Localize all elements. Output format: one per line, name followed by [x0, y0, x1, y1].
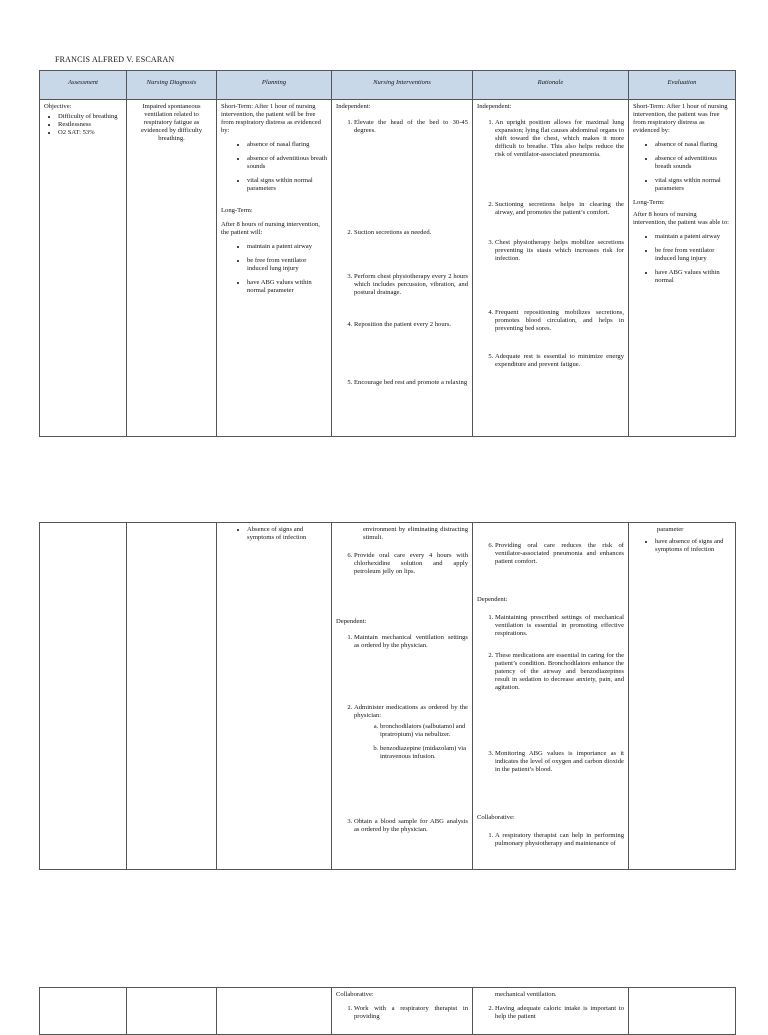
planning-long-term-list [221, 243, 327, 295]
author-name: FRANCIS ALFRED V. ESCARAN [55, 55, 175, 64]
diagnosis-text: Impaired spontaneous ventilation related to respiratory fatigue as evidenced by difficulty breathing. [140, 103, 203, 142]
planning-short-term-list [221, 141, 327, 193]
intervention-list [336, 818, 468, 834]
list-item: 3. Chest physiotherapy helps mobilize secretions preventing its stasis which increases risk for infection. [495, 239, 624, 263]
planning-long-term-label: Long-Term: [221, 207, 253, 214]
list-item: • be free from ventilator induced lung injury [655, 247, 731, 263]
list-item: 1. Maintain mechanical ventilation settings as ordered by the physician. [354, 634, 468, 650]
list-item: 6. Provide oral care every 4 hours with chlorhexidine solution and apply petroleum jelly on lips. [354, 552, 468, 576]
diagnosis-cell [127, 988, 217, 1035]
header-nursing-interventions: Nursing Interventions [332, 71, 473, 100]
diagnosis-cell [127, 100, 217, 437]
care-plan-table-page-3 [39, 987, 736, 1035]
header-nursing-diagnosis: Nursing Diagnosis [127, 71, 217, 100]
rationale-list [477, 239, 624, 263]
rationale-cell [473, 988, 629, 1035]
diagnosis-cell [127, 523, 217, 870]
list-item: 5. Encourage bed rest and promote a relaxing [354, 379, 468, 387]
header-assessment: Assessment [40, 71, 127, 100]
assessment-cell [40, 100, 127, 437]
list-item: 1. Maintaining prescribed settings of mechanical ventilation is essential in promoting effective respirations. [495, 614, 624, 638]
list-item: 3. Monitoring ABG values is importance as it indicates the level of oxygen and carbon dioxide in the patient’s blood. [495, 750, 624, 774]
list-item: a. bronchodilators (salbutamol and ipratropium) via nebulizer. [380, 723, 468, 739]
evaluation-long-term-label: Long-Term: [633, 199, 665, 206]
assessment-label: Objective: [44, 103, 72, 110]
evaluation-cell [629, 100, 736, 437]
list-item: • vital signs within normal parameters [247, 177, 327, 193]
table-row [40, 523, 736, 870]
evaluation-continuation: parameter [657, 526, 684, 533]
planning-list [221, 526, 327, 542]
interventions-collaborative-label: Collaborative: [336, 991, 374, 998]
assessment-list [44, 113, 122, 137]
list-item: • Restlessness [58, 121, 122, 129]
interventions-cell [332, 988, 473, 1035]
list-item: • absence of nasal flaring [655, 141, 731, 149]
list-item: • be free from ventilator induced lung injury [247, 257, 327, 273]
rationale-continuation: mechanical ventilation. [495, 991, 557, 998]
assessment-cell [40, 523, 127, 870]
evaluation-long-term-intro: After 8 hours of nursing intervention, the patient was able to: [633, 211, 729, 226]
rationale-list [477, 353, 624, 369]
interventions-cell [332, 523, 473, 870]
rationale-list [477, 309, 624, 333]
list-item: 3. Perform chest physiotherapy every 2 hours which includes percussion, vibration, and postural drainage. [354, 273, 468, 297]
list-item: • have ABG values within normal [655, 269, 731, 285]
list-item: • absence of adventitious breath sounds [655, 155, 731, 171]
list-item: • O2 SAT: 53% [58, 129, 122, 137]
planning-short-term-intro: Short-Term: After 1 hour of nursing intervention, the patient will be free from respiratory distress as evidenced by: [221, 103, 321, 134]
list-item: 1. A respiratory therapist can help in performing pulmonary physiotherapy and maintenance of [495, 832, 624, 848]
care-plan-table-page-2 [39, 522, 736, 870]
rationale-collaborative-label: Collaborative: [477, 814, 515, 821]
care-plan-table-page-1 [39, 70, 736, 437]
evaluation-cell [629, 523, 736, 870]
list-item [354, 704, 468, 761]
planning-cell [217, 988, 332, 1035]
rationale-dependent-label: Dependent: [477, 596, 508, 603]
rationale-list [477, 542, 624, 566]
intervention-list [336, 273, 468, 297]
intervention-list [336, 379, 468, 387]
intervention-list [336, 321, 468, 329]
intervention-list [336, 634, 468, 650]
rationale-list [477, 614, 624, 638]
table-header-row [40, 71, 736, 100]
planning-long-term-intro: After 8 hours of nursing intervention, the patient will: [221, 221, 320, 236]
list-item: 1. Work with a respiratory therapist in providing [354, 1005, 468, 1021]
rationale-list [477, 832, 624, 848]
evaluation-cell [629, 988, 736, 1035]
list-item: b. benzodiazepine (midazolam) via intravenous infusion. [380, 745, 468, 761]
interventions-independent-label: Independent: [336, 103, 371, 110]
intervention-list [336, 229, 468, 237]
list-item: • vital signs within normal parameters [655, 177, 731, 193]
interventions-dependent-label: Dependent: [336, 618, 367, 625]
rationale-list [477, 1005, 624, 1021]
rationale-cell [473, 100, 629, 437]
evaluation-short-term-intro: Short-Term: After 1 hour of nursing intervention, the patient was free from respiratory distress as evidenced by: [633, 103, 728, 134]
list-item: 2. Suction secretions as needed. [354, 229, 468, 237]
intervention-list [336, 1005, 468, 1021]
evaluation-list [633, 538, 731, 554]
header-planning: Planning [217, 71, 332, 100]
intervention-list [336, 552, 468, 576]
list-item: 2. Suctioning secretions helps in clearing the airway, and promotes the patient’s comfort. [495, 201, 624, 217]
table-row [40, 100, 736, 437]
list-item: • absence of adventitious breath sounds [247, 155, 327, 171]
list-item: • Difficulty of breathing [58, 113, 122, 121]
list-item: • maintain a patent airway [247, 243, 327, 251]
list-item: • Absence of signs and symptoms of infection [247, 526, 327, 542]
list-item: 5. Adequate rest is essential to minimize energy expenditure and prevent fatigue. [495, 353, 624, 369]
rationale-independent-label: Independent: [477, 103, 512, 110]
list-item: • absence of nasal flaring [247, 141, 327, 149]
medication-list [354, 723, 468, 761]
intervention-list [336, 704, 468, 767]
header-rationale: Rationale [473, 71, 629, 100]
rationale-list [477, 652, 624, 692]
intervention-continuation: environment by eliminating distracting stimuli. [363, 526, 468, 541]
interventions-cell [332, 100, 473, 437]
rationale-cell [473, 523, 629, 870]
list-item: 3. Obtain a blood sample for ABG analysis as ordered by the physician. [354, 818, 468, 834]
evaluation-long-term-list [633, 233, 731, 285]
table-row [40, 988, 736, 1035]
list-item: 2. Having adequate caloric intake is important to help the patient [495, 1005, 624, 1021]
planning-cell [217, 523, 332, 870]
planning-cell [217, 100, 332, 437]
list-item: 6. Providing oral care reduces the risk of ventilator-associated pneumonia and enhances patient comfort. [495, 542, 624, 566]
list-item: 4. Reposition the patient every 2 hours. [354, 321, 468, 329]
evaluation-short-term-list [633, 141, 731, 193]
list-item: • have ABG values within normal parameter [247, 279, 327, 295]
list-item: 1. Elevate the head of the bed to 30-45 degrees. [354, 119, 468, 135]
rationale-list [477, 201, 624, 217]
list-item: • maintain a patent airway [655, 233, 731, 241]
intervention-list [336, 119, 468, 135]
list-item: 2. These medications are essential in caring for the patient’s condition. Bronchodilators enhance the patency of the airway and benzodiazepines result in sedation to decrease anxiety, pain, and agitation. [495, 652, 624, 692]
list-item: 1. An upright position allows for maximal lung expansion; lying flat causes abdominal organs to shift toward the chest, which makes it more difficult to breathe. This also helps reduce the risk of ventilator-associated pneumonia. [495, 119, 624, 159]
rationale-list [477, 750, 624, 774]
administer-medications-text: Administer medications as ordered by the physician: [354, 704, 468, 719]
rationale-list [477, 119, 624, 159]
list-item: 4. Frequent repositioning mobilizes secretions, promotes blood circulation, and helps in preventing bed sores. [495, 309, 624, 333]
header-evaluation: Evaluation [629, 71, 736, 100]
assessment-cell [40, 988, 127, 1035]
list-item: • have absence of signs and symptoms of infection [655, 538, 731, 554]
